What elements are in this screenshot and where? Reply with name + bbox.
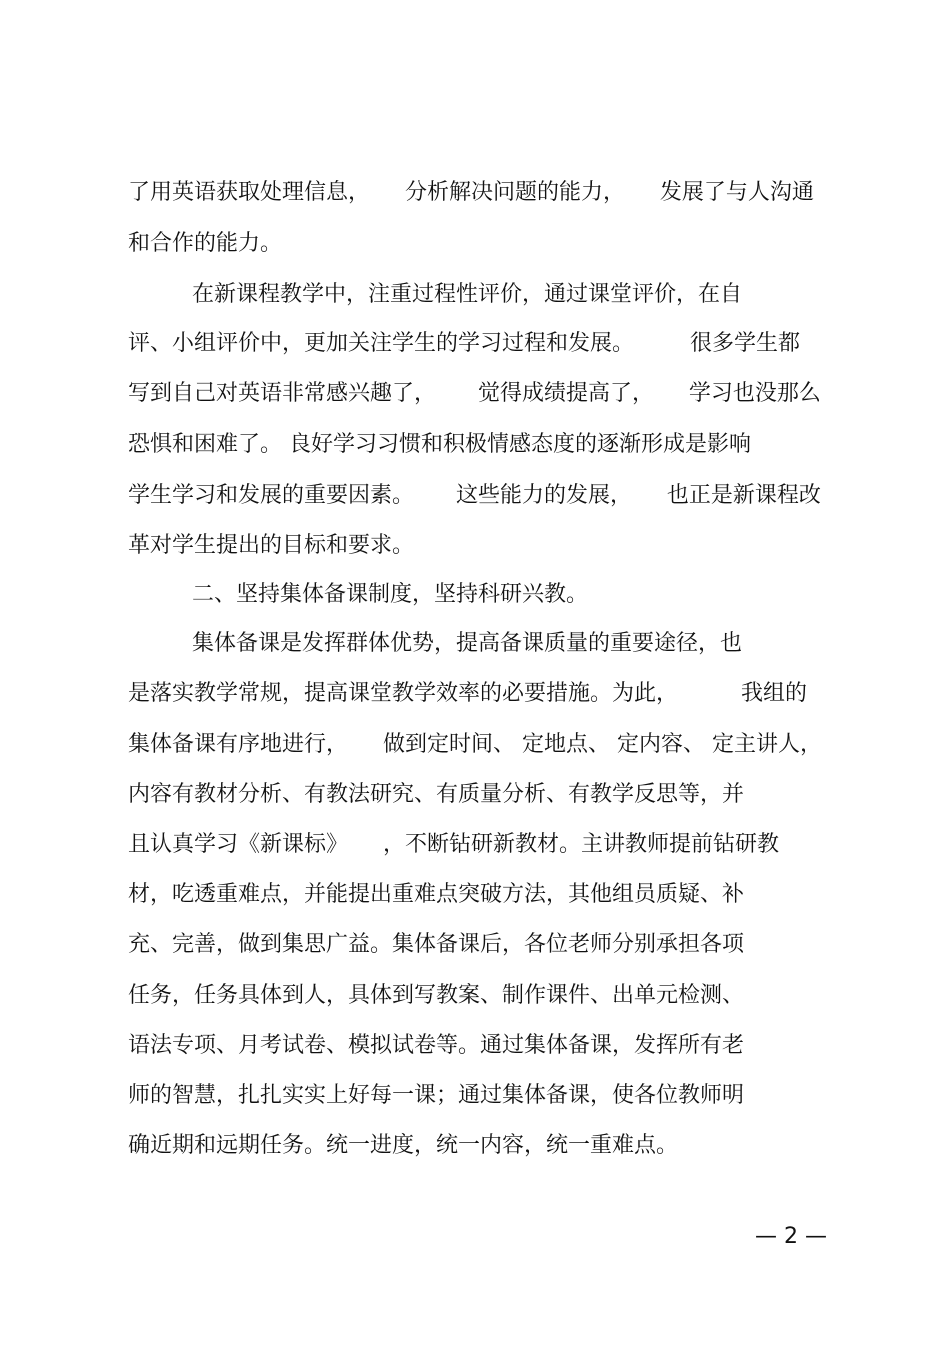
body-text-line: 语法专项、月考试卷、模拟试卷等。通过集体备课，发挥所有老 [128, 1033, 745, 1058]
body-text-line: 写到自己对英语非常感兴趣了， 觉得成绩提高了， 学习也没那么 [128, 381, 821, 406]
body-text-line: 革对学生提出的目标和要求。 [128, 533, 415, 558]
body-text-line: 内容有教材分析、有教法研究、有质量分析、有教学反思等，并 [128, 782, 745, 807]
body-text-line: 任务，任务具体到人，具体到写教案、制作课件、出单元检测、 [128, 983, 745, 1008]
body-text-line: 集体备课有序地进行， 做到定时间、 定地点、 定内容、 定主讲人， [128, 732, 822, 757]
body-text-line: 恐惧和困难了。 良好学习习惯和积极情感态度的逐渐形成是影响 [128, 432, 751, 457]
body-text-line: 且认真学习《新课标》 ，不断钻研新教材。主讲教师提前钻研教 [128, 832, 779, 857]
body-text-line: 充、完善，做到集思广益。集体备课后，各位老师分别承担各项 [128, 932, 745, 957]
paragraph-first-line: 集体备课是发挥群体优势，提高备课质量的重要途径，也 [192, 631, 743, 656]
page-number: — 2 — [755, 1224, 827, 1249]
body-text-line: 是落实教学常规，提高课堂教学效率的必要措施。为此， 我组的 [128, 681, 807, 706]
body-text-line: 和合作的能力。 [128, 231, 283, 256]
body-text-line: 确近期和远期任务。统一进度，统一内容，统一重难点。 [128, 1133, 679, 1158]
section-heading: 二、坚持集体备课制度，坚持科研兴教。 [192, 582, 589, 607]
body-text-line: 了用英语获取处理信息， 分析解决问题的能力， 发展了与人沟通 [128, 180, 814, 205]
body-text-line: 师的智慧，扎扎实实上好每一课；通过集体备课，使各位教师明 [128, 1083, 745, 1108]
paragraph-first-line: 在新课程教学中，注重过程性评价，通过课堂评价，在自 [192, 282, 743, 307]
body-text-line: 评、小组评价中，更加关注学生的学习过程和发展。 很多学生都 [128, 331, 800, 356]
body-text-line: 材，吃透重难点，并能提出重难点突破方法，其他组员质疑、补 [128, 882, 745, 907]
body-text-line: 学生学习和发展的重要因素。 这些能力的发展， 也正是新课程改 [128, 483, 821, 508]
